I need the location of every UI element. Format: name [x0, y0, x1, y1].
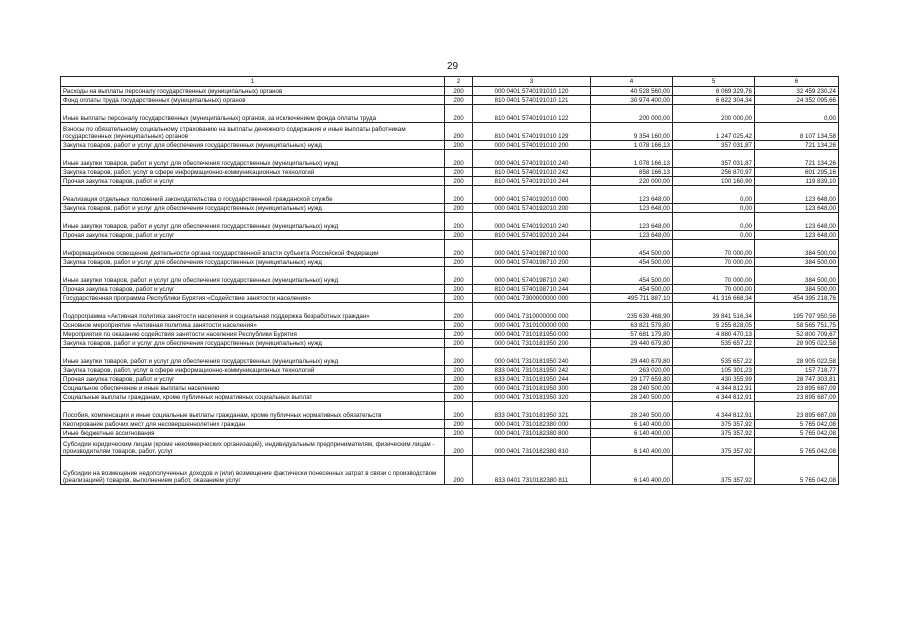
- table-row: [61, 375, 839, 384]
- row-classification-code: 000 0401 7310181950 320: [473, 393, 591, 402]
- row-approved-amount: 9 354 160,00: [591, 123, 673, 141]
- row-classification-code: 000 0401 7300000000 000: [473, 294, 591, 303]
- row-unexecuted-amount: 454 395 218,76: [755, 294, 839, 303]
- table-header-row: [61, 77, 839, 87]
- row-unexecuted-amount: 8 107 134,58: [755, 123, 839, 141]
- row-classification-code: 810 0401 5740191010 129: [473, 123, 591, 141]
- row-classification-code: 000 0401 7310181950 200: [473, 339, 591, 348]
- table-row: [61, 456, 839, 485]
- row-executed-amount: 1 247 025,42: [673, 123, 755, 141]
- table-row: [61, 96, 839, 105]
- row-classification-code: 000 0401 7310181950 300: [473, 384, 591, 393]
- row-name: Социальное обеспечение и иные выплаты населению: [61, 384, 445, 393]
- table-row: [61, 366, 839, 375]
- row-line-code: 200: [445, 294, 473, 303]
- table-row: [61, 213, 839, 231]
- row-approved-amount: 495 711 887,10: [591, 294, 673, 303]
- row-name: Реализация отдельных положений законодательства о государственной гражданской службе: [61, 186, 445, 204]
- row-approved-amount: 123 648,00: [591, 231, 673, 240]
- row-approved-amount: 1 078 166,13: [591, 141, 673, 150]
- row-unexecuted-amount: 5 765 042,08: [755, 429, 839, 438]
- row-unexecuted-amount: 721 134,26: [755, 141, 839, 150]
- row-line-code: 200: [445, 321, 473, 330]
- row-classification-code: 000 0401 7310100000 000: [473, 321, 591, 330]
- row-classification-code: 810 0401 5740191010 242: [473, 168, 591, 177]
- table-row: [61, 285, 839, 294]
- row-executed-amount: 4 880 470,13: [673, 330, 755, 339]
- row-line-code: 200: [445, 96, 473, 105]
- row-approved-amount: 40 528 560,00: [591, 87, 673, 96]
- row-line-code: 200: [445, 366, 473, 375]
- row-executed-amount: 535 657,22: [673, 339, 755, 348]
- row-classification-code: 000 0401 5740191010 200: [473, 141, 591, 150]
- table-row: [61, 87, 839, 96]
- table-row: [61, 339, 839, 348]
- row-name: Государственная программа Республики Бурятия «Содействие занятости населения»: [61, 294, 445, 303]
- row-name: Информационное освещение деятельности органа государственной власти субъекта Российской Федерации: [61, 240, 445, 258]
- row-name: Иные бюджетные ассигнования: [61, 429, 445, 438]
- row-classification-code: 810 0401 5740192010 244: [473, 231, 591, 240]
- row-line-code: 200: [445, 204, 473, 213]
- row-classification-code: 833 0401 7310181950 242: [473, 366, 591, 375]
- table-row: [61, 348, 839, 366]
- row-line-code: 200: [445, 420, 473, 429]
- row-line-code: 200: [445, 402, 473, 420]
- row-name: Иные выплаты персоналу государственных (муниципальных) органов, за исключением фонда оплаты труда: [61, 105, 445, 123]
- row-approved-amount: 263 020,00: [591, 366, 673, 375]
- row-approved-amount: 220 000,00: [591, 177, 673, 186]
- row-approved-amount: 6 140 400,00: [591, 420, 673, 429]
- row-unexecuted-amount: 119 839,10: [755, 177, 839, 186]
- row-unexecuted-amount: 384 500,00: [755, 258, 839, 267]
- row-approved-amount: 57 681 179,80: [591, 330, 673, 339]
- row-approved-amount: 858 166,13: [591, 168, 673, 177]
- budget-execution-table: [60, 76, 839, 485]
- row-approved-amount: 29 177 659,80: [591, 375, 673, 384]
- row-executed-amount: 0,00: [673, 231, 755, 240]
- table-row: [61, 177, 839, 186]
- row-name: Иные закупки товаров, работ и услуг для обеспечения государственных (муниципальных) нужд: [61, 150, 445, 168]
- row-line-code: 200: [445, 348, 473, 366]
- table-row: [61, 240, 839, 258]
- row-classification-code: 833 0401 7310181950 244: [473, 375, 591, 384]
- table-row: [61, 420, 839, 429]
- row-executed-amount: 70 000,00: [673, 285, 755, 294]
- row-unexecuted-amount: 28 905 022,58: [755, 348, 839, 366]
- row-name: Мероприятия по оказанию содействия занятости населения Республики Бурятия: [61, 330, 445, 339]
- row-classification-code: 000 0401 5740191010 120: [473, 87, 591, 96]
- row-executed-amount: 100 160,90: [673, 177, 755, 186]
- table-row: [61, 429, 839, 438]
- row-executed-amount: 357 031,87: [673, 141, 755, 150]
- row-executed-amount: 0,00: [673, 204, 755, 213]
- row-unexecuted-amount: 28 747 303,81: [755, 375, 839, 384]
- row-unexecuted-amount: 23 895 687,09: [755, 384, 839, 393]
- row-unexecuted-amount: 5 765 042,08: [755, 456, 839, 485]
- column-header: 6: [755, 77, 839, 87]
- column-header: 1: [61, 77, 445, 87]
- table-row: [61, 330, 839, 339]
- row-line-code: 200: [445, 231, 473, 240]
- row-line-code: 200: [445, 384, 473, 393]
- row-line-code: 200: [445, 375, 473, 384]
- table-row: [61, 321, 839, 330]
- table-row: [61, 303, 839, 321]
- row-line-code: 200: [445, 393, 473, 402]
- row-approved-amount: 29 440 679,80: [591, 339, 673, 348]
- row-name: Квотирование рабочих мест для несовершеннолетних граждан: [61, 420, 445, 429]
- row-classification-code: 000 0401 5740192010 200: [473, 204, 591, 213]
- row-name: Прочая закупка товаров, работ и услуг: [61, 177, 445, 186]
- row-name: Прочая закупка товаров, работ и услуг: [61, 285, 445, 294]
- row-line-code: 200: [445, 168, 473, 177]
- row-approved-amount: 123 648,00: [591, 186, 673, 204]
- row-name: Пособия, компенсации и иные социальные выплаты гражданам, кроме публичных нормативных обязательств: [61, 402, 445, 420]
- row-unexecuted-amount: 0,00: [755, 105, 839, 123]
- row-classification-code: 000 0401 7310181950 000: [473, 330, 591, 339]
- row-executed-amount: 70 000,00: [673, 258, 755, 267]
- row-executed-amount: 375 357,92: [673, 456, 755, 485]
- row-line-code: 200: [445, 177, 473, 186]
- row-unexecuted-amount: 52 800 709,67: [755, 330, 839, 339]
- row-approved-amount: 6 140 400,00: [591, 456, 673, 485]
- row-executed-amount: 6 622 304,34: [673, 96, 755, 105]
- row-classification-code: 000 0401 5740192010 000: [473, 186, 591, 204]
- row-line-code: 200: [445, 330, 473, 339]
- row-line-code: 200: [445, 429, 473, 438]
- row-unexecuted-amount: 5 765 042,08: [755, 420, 839, 429]
- row-line-code: 200: [445, 186, 473, 204]
- row-unexecuted-amount: 195 797 950,56: [755, 303, 839, 321]
- row-executed-amount: 8 069 329,76: [673, 87, 755, 96]
- table-row: [61, 402, 839, 420]
- row-line-code: 200: [445, 213, 473, 231]
- row-unexecuted-amount: 24 352 095,66: [755, 96, 839, 105]
- table-row: [61, 294, 839, 303]
- row-approved-amount: 6 140 400,00: [591, 429, 673, 438]
- row-approved-amount: 29 440 679,80: [591, 348, 673, 366]
- table-row: [61, 393, 839, 402]
- row-executed-amount: 70 000,00: [673, 267, 755, 285]
- row-classification-code: 000 0401 5740192010 240: [473, 213, 591, 231]
- row-name: Расходы на выплаты персоналу государственных (муниципальных) органов: [61, 87, 445, 96]
- row-line-code: 200: [445, 303, 473, 321]
- row-executed-amount: 256 870,97: [673, 168, 755, 177]
- row-approved-amount: 454 500,00: [591, 285, 673, 294]
- row-name: Закупка товаров, работ и услуг для обеспечения государственных (муниципальных) нужд: [61, 258, 445, 267]
- row-executed-amount: 200 000,00: [673, 105, 755, 123]
- row-unexecuted-amount: 28 905 022,58: [755, 339, 839, 348]
- row-name: Закупка товаров, работ и услуг для обеспечения государственных (муниципальных) нужд: [61, 141, 445, 150]
- row-unexecuted-amount: 23 895 687,09: [755, 402, 839, 420]
- row-name: Субсидии на возмещение недополученных доходов и (или) возмещение фактически понесенных затрат в связи с производством (реализацией) товаров, выполнением работ, оказанием услуг: [61, 456, 445, 485]
- row-line-code: 200: [445, 87, 473, 96]
- row-classification-code: 833 0401 7310182380 811: [473, 456, 591, 485]
- row-unexecuted-amount: 5 765 042,08: [755, 438, 839, 456]
- row-name: Основное мероприятие «Активная политика занятости населения»: [61, 321, 445, 330]
- table-row: [61, 168, 839, 177]
- row-classification-code: 000 0401 7310182380 800: [473, 429, 591, 438]
- row-approved-amount: 454 500,00: [591, 267, 673, 285]
- row-unexecuted-amount: 123 648,00: [755, 186, 839, 204]
- row-classification-code: 000 0401 7310182380 810: [473, 438, 591, 456]
- row-approved-amount: 235 639 468,90: [591, 303, 673, 321]
- row-executed-amount: 0,00: [673, 186, 755, 204]
- row-line-code: 200: [445, 438, 473, 456]
- row-classification-code: 000 0401 5740198710 200: [473, 258, 591, 267]
- row-executed-amount: 375 357,92: [673, 429, 755, 438]
- row-name: Субсидии юридическим лицам (кроме некоммерческих организаций), индивидуальным предпринимателям, физическим лицам - производителям товаров, работ, услуг: [61, 438, 445, 456]
- row-approved-amount: 123 648,00: [591, 204, 673, 213]
- row-classification-code: 810 0401 5740191010 244: [473, 177, 591, 186]
- row-executed-amount: 0,00: [673, 213, 755, 231]
- column-header: 2: [445, 77, 473, 87]
- row-approved-amount: 63 821 579,80: [591, 321, 673, 330]
- row-unexecuted-amount: 123 648,00: [755, 231, 839, 240]
- row-line-code: 200: [445, 123, 473, 141]
- table-row: [61, 186, 839, 204]
- table-body: [61, 87, 839, 485]
- row-unexecuted-amount: 58 565 751,75: [755, 321, 839, 330]
- table-row: [61, 204, 839, 213]
- row-unexecuted-amount: 123 648,00: [755, 213, 839, 231]
- row-executed-amount: 5 255 828,05: [673, 321, 755, 330]
- row-name: Иные закупки товаров, работ и услуг для обеспечения государственных (муниципальных) нужд: [61, 267, 445, 285]
- row-executed-amount: 375 357,92: [673, 438, 755, 456]
- row-name: Социальные выплаты гражданам, кроме публичных нормативных социальных выплат: [61, 393, 445, 402]
- row-unexecuted-amount: 23 895 687,09: [755, 393, 839, 402]
- row-name: Взносы по обязательному социальному страхованию на выплаты денежного содержания и иные выплаты работникам государственных (муниципальных) органов: [61, 123, 445, 141]
- table-row: [61, 105, 839, 123]
- row-approved-amount: 30 974 400,00: [591, 96, 673, 105]
- row-unexecuted-amount: 123 648,00: [755, 204, 839, 213]
- row-classification-code: 810 0401 5740191010 121: [473, 96, 591, 105]
- row-line-code: 200: [445, 141, 473, 150]
- row-classification-code: 000 0401 5740191010 240: [473, 150, 591, 168]
- row-executed-amount: 70 000,00: [673, 240, 755, 258]
- row-name: Подпрограмма «Активная политика занятости населения и социальная поддержка безработных граждан»: [61, 303, 445, 321]
- row-line-code: 200: [445, 150, 473, 168]
- row-executed-amount: 430 355,99: [673, 375, 755, 384]
- row-line-code: 200: [445, 339, 473, 348]
- table-row: [61, 384, 839, 393]
- column-header: 5: [673, 77, 755, 87]
- row-executed-amount: 4 344 812,91: [673, 402, 755, 420]
- table-row: [61, 141, 839, 150]
- table-row: [61, 258, 839, 267]
- row-unexecuted-amount: 601 295,16: [755, 168, 839, 177]
- row-line-code: 200: [445, 285, 473, 294]
- column-header: 4: [591, 77, 673, 87]
- row-executed-amount: 4 344 812,91: [673, 384, 755, 393]
- row-executed-amount: 4 344 812,91: [673, 393, 755, 402]
- column-header: 3: [473, 77, 591, 87]
- row-name: Прочая закупка товаров, работ и услуг: [61, 375, 445, 384]
- row-name: Иные закупки товаров, работ и услуг для обеспечения государственных (муниципальных) нужд: [61, 213, 445, 231]
- row-unexecuted-amount: 157 718,77: [755, 366, 839, 375]
- row-executed-amount: 41 316 668,34: [673, 294, 755, 303]
- row-executed-amount: 39 841 516,34: [673, 303, 755, 321]
- table-row: [61, 231, 839, 240]
- row-name: Закупка товаров, работ, услуг в сфере информационно-коммуникационных технологий: [61, 168, 445, 177]
- row-name: Закупка товаров, работ и услуг для обеспечения государственных (муниципальных) нужд: [61, 339, 445, 348]
- row-unexecuted-amount: 32 459 230,24: [755, 87, 839, 96]
- row-line-code: 200: [445, 240, 473, 258]
- row-classification-code: 810 0401 5740198710 244: [473, 285, 591, 294]
- row-executed-amount: 375 357,92: [673, 420, 755, 429]
- row-unexecuted-amount: 384 500,00: [755, 240, 839, 258]
- row-approved-amount: 28 240 500,00: [591, 402, 673, 420]
- row-line-code: 200: [445, 258, 473, 267]
- row-classification-code: 000 0401 5740198710 240: [473, 267, 591, 285]
- row-line-code: 200: [445, 105, 473, 123]
- row-name: Иные закупки товаров, работ и услуг для обеспечения государственных (муниципальных) нужд: [61, 348, 445, 366]
- row-approved-amount: 123 648,00: [591, 213, 673, 231]
- row-name: Закупка товаров, работ, услуг в сфере информационно-коммуникационных технологий: [61, 366, 445, 375]
- row-classification-code: 810 0401 5740191010 122: [473, 105, 591, 123]
- row-classification-code: 000 0401 7310182380 000: [473, 420, 591, 429]
- row-name: Фонд оплаты труда государственных (муниципальных) органов: [61, 96, 445, 105]
- row-executed-amount: 535 657,22: [673, 348, 755, 366]
- row-executed-amount: 357 031,87: [673, 150, 755, 168]
- table-row: [61, 438, 839, 456]
- row-approved-amount: 6 140 400,00: [591, 438, 673, 456]
- row-name: Прочая закупка товаров, работ и услуг: [61, 231, 445, 240]
- row-unexecuted-amount: 721 134,26: [755, 150, 839, 168]
- row-approved-amount: 454 500,00: [591, 258, 673, 267]
- row-approved-amount: 1 078 166,13: [591, 150, 673, 168]
- row-classification-code: 000 0401 5740198710 000: [473, 240, 591, 258]
- row-approved-amount: 28 240 500,00: [591, 384, 673, 393]
- row-approved-amount: 200 000,00: [591, 105, 673, 123]
- table-row: [61, 150, 839, 168]
- row-classification-code: 000 0401 7310000000 000: [473, 303, 591, 321]
- table-row: [61, 267, 839, 285]
- row-line-code: 200: [445, 456, 473, 485]
- row-executed-amount: 105 301,23: [673, 366, 755, 375]
- page-number: 29: [446, 61, 459, 72]
- row-unexecuted-amount: 384 500,00: [755, 267, 839, 285]
- row-unexecuted-amount: 384 500,00: [755, 285, 839, 294]
- row-name: Закупка товаров, работ и услуг для обеспечения государственных (муниципальных) нужд: [61, 204, 445, 213]
- row-approved-amount: 28 240 500,00: [591, 393, 673, 402]
- row-classification-code: 833 0401 7310181950 321: [473, 402, 591, 420]
- row-line-code: 200: [445, 267, 473, 285]
- table-row: [61, 123, 839, 141]
- row-approved-amount: 454 500,00: [591, 240, 673, 258]
- row-classification-code: 000 0401 7310181950 240: [473, 348, 591, 366]
